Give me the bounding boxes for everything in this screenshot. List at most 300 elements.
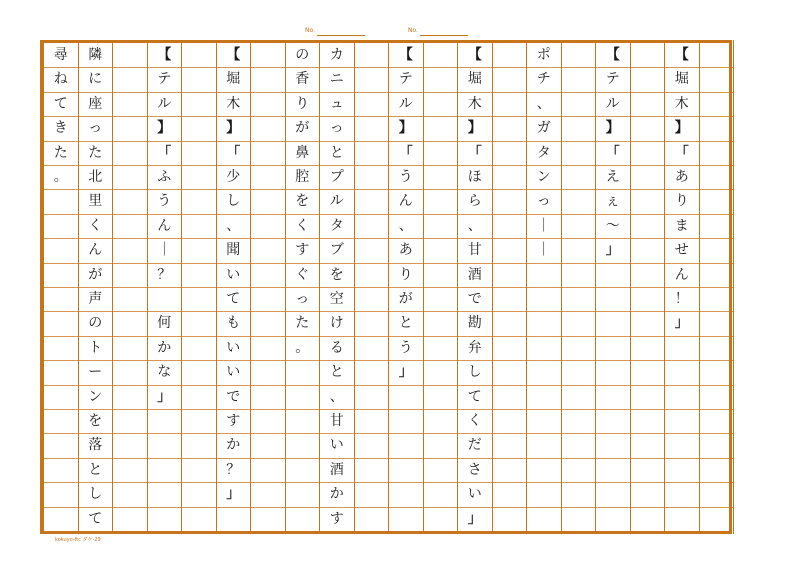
cell-rule (355, 311, 389, 312)
grid-right-edge (733, 40, 734, 534)
cell-rule (493, 238, 527, 239)
cell-rule (493, 385, 527, 386)
manuscript-character: た (53, 144, 68, 161)
manuscript-column (388, 40, 423, 534)
number-line-1 (317, 35, 365, 36)
manuscript-character: ン (536, 169, 551, 185)
cell-rule (665, 409, 699, 410)
cell-rule (631, 92, 665, 93)
manuscript-character: ュ (329, 95, 344, 112)
manuscript-character: ｜ (536, 242, 551, 259)
manuscript-character: 甘 (467, 242, 482, 259)
cell-rule (355, 238, 389, 239)
manuscript-character: の (295, 47, 310, 63)
cell-rule (251, 287, 285, 288)
cell-rule (631, 263, 665, 264)
manuscript-character: 声 (88, 291, 103, 307)
paper-brand-label: kokuyo-ftc ダケ-29 (55, 537, 101, 543)
cell-rule (355, 482, 389, 483)
manuscript-character: ？ (226, 461, 241, 478)
cell-rule (562, 385, 596, 386)
cell-rule (113, 67, 147, 68)
cell-rule (562, 336, 596, 337)
cell-rule (424, 116, 458, 117)
cell-rule (389, 458, 423, 459)
manuscript-character: ぇ (605, 193, 620, 210)
manuscript-character: て (53, 95, 68, 112)
manuscript-character: ふ (157, 169, 172, 185)
cell-rule (424, 433, 458, 434)
cell-rule (562, 263, 596, 264)
cell-rule (631, 458, 665, 459)
cell-rule (700, 482, 734, 483)
manuscript-character: ガ (536, 120, 551, 137)
cell-rule (631, 165, 665, 166)
cell-rule (286, 482, 320, 483)
cell-rule (182, 385, 216, 386)
manuscript-column (457, 40, 492, 534)
manuscript-column (216, 40, 251, 534)
cell-rule (251, 238, 285, 239)
manuscript-character: テ (157, 71, 172, 88)
manuscript-column (699, 40, 734, 534)
cell-rule (631, 482, 665, 483)
cell-rule (424, 311, 458, 312)
manuscript-character: と (329, 364, 344, 381)
cell-rule (527, 311, 561, 312)
manuscript-column (664, 40, 699, 534)
cell-rule (251, 141, 285, 142)
cell-rule (700, 238, 734, 239)
cell-rule (355, 433, 389, 434)
cell-rule (596, 336, 630, 337)
cell-rule (355, 385, 389, 386)
cell-rule (286, 507, 320, 508)
manuscript-character: 堀 (467, 71, 482, 88)
cell-rule (700, 336, 734, 337)
manuscript-character: っ (329, 120, 344, 137)
cell-rule (700, 507, 734, 508)
cell-rule (182, 92, 216, 93)
cell-rule (424, 189, 458, 190)
cell-rule (286, 385, 320, 386)
manuscript-character: 勘 (467, 315, 482, 332)
cell-rule (700, 214, 734, 215)
cell-rule (424, 287, 458, 288)
manuscript-character: ｜ (157, 242, 172, 259)
cell-rule (251, 165, 285, 166)
cell-rule (389, 507, 423, 508)
cell-rule (286, 433, 320, 434)
cell-rule (355, 458, 389, 459)
cell-rule (182, 116, 216, 117)
cell-rule (251, 214, 285, 215)
cell-rule (182, 165, 216, 166)
cell-rule (148, 458, 182, 459)
cell-rule (355, 141, 389, 142)
cell-rule (596, 458, 630, 459)
cell-rule (596, 433, 630, 434)
manuscript-column (561, 40, 596, 534)
cell-rule (113, 214, 147, 215)
cell-rule (562, 92, 596, 93)
manuscript-character: 木 (674, 95, 689, 112)
cell-rule (631, 238, 665, 239)
manuscript-character: ね (53, 71, 68, 88)
cell-rule (493, 116, 527, 117)
cell-rule (562, 360, 596, 361)
manuscript-character: せ (674, 242, 689, 259)
cell-rule (527, 263, 561, 264)
manuscript-character: 】 (467, 120, 482, 137)
cell-rule (251, 458, 285, 459)
cell-rule (562, 238, 596, 239)
manuscript-character: り (295, 95, 310, 112)
manuscript-character: き (53, 120, 68, 137)
cell-rule (562, 409, 596, 410)
cell-rule (700, 458, 734, 459)
manuscript-character: て (226, 291, 241, 307)
cell-rule (424, 336, 458, 337)
manuscript-character: し (226, 193, 241, 210)
cell-rule (631, 385, 665, 386)
cell-rule (700, 385, 734, 386)
cell-rule (596, 385, 630, 386)
manuscript-character: の (88, 315, 103, 332)
cell-rule (251, 507, 285, 508)
cell-rule (355, 92, 389, 93)
cell-rule (113, 189, 147, 190)
cell-rule (562, 311, 596, 312)
manuscript-column (250, 40, 285, 534)
cell-rule (182, 336, 216, 337)
cell-rule (424, 458, 458, 459)
manuscript-character: い (467, 486, 482, 503)
manuscript-character: ル (329, 193, 344, 210)
cell-rule (355, 360, 389, 361)
manuscript-column (78, 40, 113, 534)
manuscript-character: 里 (88, 193, 103, 210)
manuscript-character: う (157, 193, 172, 210)
manuscript-character: と (398, 315, 413, 332)
cell-rule (665, 385, 699, 386)
cell-rule (631, 336, 665, 337)
manuscript-character: 木 (467, 95, 482, 112)
cell-rule (424, 67, 458, 68)
cell-rule (113, 433, 147, 434)
cell-rule (631, 141, 665, 142)
manuscript-character: 【 (226, 47, 241, 63)
cell-rule (355, 287, 389, 288)
manuscript-character: 「 (226, 144, 241, 161)
manuscript-column (319, 40, 354, 534)
cell-rule (631, 287, 665, 288)
manuscript-character: す (226, 413, 241, 429)
cell-rule (355, 409, 389, 410)
manuscript-character: い (329, 437, 344, 454)
manuscript-character: て (88, 510, 103, 527)
cell-rule (355, 189, 389, 190)
cell-rule (389, 433, 423, 434)
cell-rule (251, 482, 285, 483)
cell-rule (182, 238, 216, 239)
manuscript-character: と (329, 144, 344, 161)
manuscript-character: ル (605, 95, 620, 112)
manuscript-character: っ (295, 291, 310, 307)
cell-rule (251, 336, 285, 337)
manuscript-column (354, 40, 389, 534)
manuscript-column (595, 40, 630, 534)
manuscript-character: す (295, 242, 310, 259)
manuscript-character: 、 (467, 217, 482, 234)
cell-rule (493, 507, 527, 508)
manuscript-character: あ (398, 242, 413, 259)
cell-rule (389, 482, 423, 483)
manuscript-character: 」 (605, 242, 620, 259)
manuscript-character: 【 (674, 47, 689, 63)
manuscript-character: 【 (157, 47, 172, 63)
cell-rule (182, 311, 216, 312)
number-line-2 (420, 35, 468, 36)
cell-rule (389, 385, 423, 386)
manuscript-character: け (329, 315, 344, 332)
cell-rule (44, 287, 78, 288)
cell-rule (700, 189, 734, 190)
cell-rule (493, 141, 527, 142)
manuscript-character: ？ (157, 266, 172, 283)
cell-rule (562, 507, 596, 508)
manuscript-character: 「 (157, 144, 172, 161)
manuscript-character: ん (157, 217, 172, 234)
manuscript-column (285, 40, 320, 534)
manuscript-character: ン (88, 388, 103, 405)
cell-rule (251, 189, 285, 190)
cell-rule (493, 360, 527, 361)
manuscript-character: タ (536, 144, 551, 161)
cell-rule (700, 92, 734, 93)
manuscript-character: 、 (226, 217, 241, 234)
manuscript-column (43, 40, 78, 534)
manuscript-column (181, 40, 216, 534)
manuscript-character: で (467, 291, 482, 307)
cell-rule (113, 263, 147, 264)
cell-rule (148, 433, 182, 434)
manuscript-character: 「 (467, 144, 482, 161)
cell-rule (251, 433, 285, 434)
cell-rule (44, 189, 78, 190)
manuscript-character: っ (88, 120, 103, 137)
cell-rule (527, 458, 561, 459)
manuscript-character: だ (467, 437, 482, 454)
manuscript-character: 酒 (329, 461, 344, 478)
cell-rule (527, 336, 561, 337)
cell-rule (251, 409, 285, 410)
cell-rule (631, 409, 665, 410)
manuscript-character: あ (674, 169, 689, 185)
cell-rule (562, 116, 596, 117)
cell-rule (631, 214, 665, 215)
cell-rule (182, 141, 216, 142)
cell-rule (493, 214, 527, 215)
manuscript-character: く (88, 217, 103, 234)
manuscript-column (112, 40, 147, 534)
manuscript-character: に (88, 71, 103, 88)
cell-rule (113, 116, 147, 117)
cell-rule (527, 433, 561, 434)
cell-rule (113, 92, 147, 93)
manuscript-character: う (398, 339, 413, 356)
cell-rule (424, 409, 458, 410)
cell-rule (44, 360, 78, 361)
cell-rule (389, 409, 423, 410)
manuscript-character: と (88, 461, 103, 478)
cell-rule (44, 409, 78, 410)
manuscript-character: っ (536, 193, 551, 210)
cell-rule (562, 141, 596, 142)
cell-rule (44, 507, 78, 508)
manuscript-character: タ (329, 217, 344, 234)
manuscript-character: な (157, 364, 172, 381)
cell-rule (251, 311, 285, 312)
manuscript-character: さ (467, 461, 482, 478)
cell-rule (700, 263, 734, 264)
cell-rule (44, 238, 78, 239)
cell-rule (596, 263, 630, 264)
cell-rule (286, 360, 320, 361)
cell-rule (493, 189, 527, 190)
cell-rule (113, 287, 147, 288)
manuscript-character: し (88, 486, 103, 503)
cell-rule (251, 67, 285, 68)
cell-rule (113, 238, 147, 239)
cell-rule (562, 67, 596, 68)
cell-rule (700, 67, 734, 68)
cell-rule (251, 360, 285, 361)
cell-rule (700, 287, 734, 288)
cell-rule (631, 360, 665, 361)
manuscript-character: 「 (398, 144, 413, 161)
cell-rule (44, 263, 78, 264)
manuscript-character: 堀 (226, 71, 241, 88)
cell-rule (493, 336, 527, 337)
manuscript-character: い (226, 339, 241, 356)
manuscript-character: 」 (398, 364, 413, 381)
cell-rule (700, 311, 734, 312)
cell-rule (562, 287, 596, 288)
manuscript-character: 、 (536, 95, 551, 112)
manuscript-character: た (88, 144, 103, 161)
cell-rule (700, 165, 734, 166)
cell-rule (44, 458, 78, 459)
cell-rule (113, 409, 147, 410)
cell-rule (44, 336, 78, 337)
cell-rule (596, 311, 630, 312)
manuscript-character: 空 (329, 291, 344, 307)
cell-rule (182, 214, 216, 215)
cell-rule (665, 336, 699, 337)
cell-rule (355, 263, 389, 264)
manuscript-character: ほ (467, 169, 482, 185)
manuscript-column (147, 40, 182, 534)
manuscript-character: く (295, 217, 310, 234)
cell-rule (665, 360, 699, 361)
manuscript-character: テ (398, 71, 413, 88)
manuscript-character: ん (398, 193, 413, 210)
manuscript-character: 堀 (674, 71, 689, 88)
manuscript-character: ま (674, 217, 689, 234)
manuscript-character: ブ (329, 242, 344, 259)
manuscript-character: ニ (329, 71, 344, 88)
manuscript-character: ト (88, 339, 103, 356)
manuscript-column (526, 40, 561, 534)
manuscript-character: を (329, 266, 344, 283)
cell-rule (113, 482, 147, 483)
cell-rule (493, 409, 527, 410)
cell-rule (424, 360, 458, 361)
cell-rule (424, 92, 458, 93)
manuscript-column (630, 40, 665, 534)
cell-rule (424, 263, 458, 264)
cell-rule (596, 507, 630, 508)
cell-rule (148, 507, 182, 508)
cell-rule (527, 409, 561, 410)
manuscript-character: 、 (329, 388, 344, 405)
manuscript-character: も (226, 315, 241, 332)
manuscript-character: 「 (605, 144, 620, 161)
cell-rule (665, 458, 699, 459)
cell-rule (527, 385, 561, 386)
cell-rule (44, 385, 78, 386)
cell-rule (251, 385, 285, 386)
cell-rule (424, 507, 458, 508)
cell-rule (493, 263, 527, 264)
manuscript-character: 落 (88, 437, 103, 454)
manuscript-character: プ (329, 169, 344, 185)
manuscript-character: 【 (398, 47, 413, 63)
cell-rule (424, 482, 458, 483)
manuscript-character: 】 (398, 120, 413, 137)
cell-rule (182, 360, 216, 361)
cell-rule (44, 482, 78, 483)
manuscript-character: く (467, 413, 482, 429)
manuscript-character: 】 (674, 120, 689, 137)
manuscript-character: 座 (88, 95, 103, 112)
manuscript-character: 】 (157, 120, 172, 137)
manuscript-character: 「 (674, 144, 689, 161)
cell-rule (355, 336, 389, 337)
manuscript-character: 弁 (467, 339, 482, 356)
cell-rule (562, 458, 596, 459)
manuscript-character: 」 (226, 486, 241, 503)
manuscript-character: 」 (467, 510, 482, 527)
cell-rule (355, 67, 389, 68)
manuscript-character: う (398, 169, 413, 185)
manuscript-character: が (88, 266, 103, 283)
cell-rule (700, 409, 734, 410)
cell-rule (182, 263, 216, 264)
manuscript-character: 腔 (295, 169, 310, 185)
manuscript-character: 」 (157, 388, 172, 405)
cell-rule (113, 385, 147, 386)
manuscript-character: た (295, 315, 310, 332)
cell-rule (113, 336, 147, 337)
cell-rule (493, 287, 527, 288)
cell-rule (700, 116, 734, 117)
manuscript-character: か (329, 486, 344, 503)
manuscript-character: ル (157, 95, 172, 112)
manuscript-character: チ (536, 71, 551, 88)
manuscript-character: ！ (674, 291, 689, 307)
